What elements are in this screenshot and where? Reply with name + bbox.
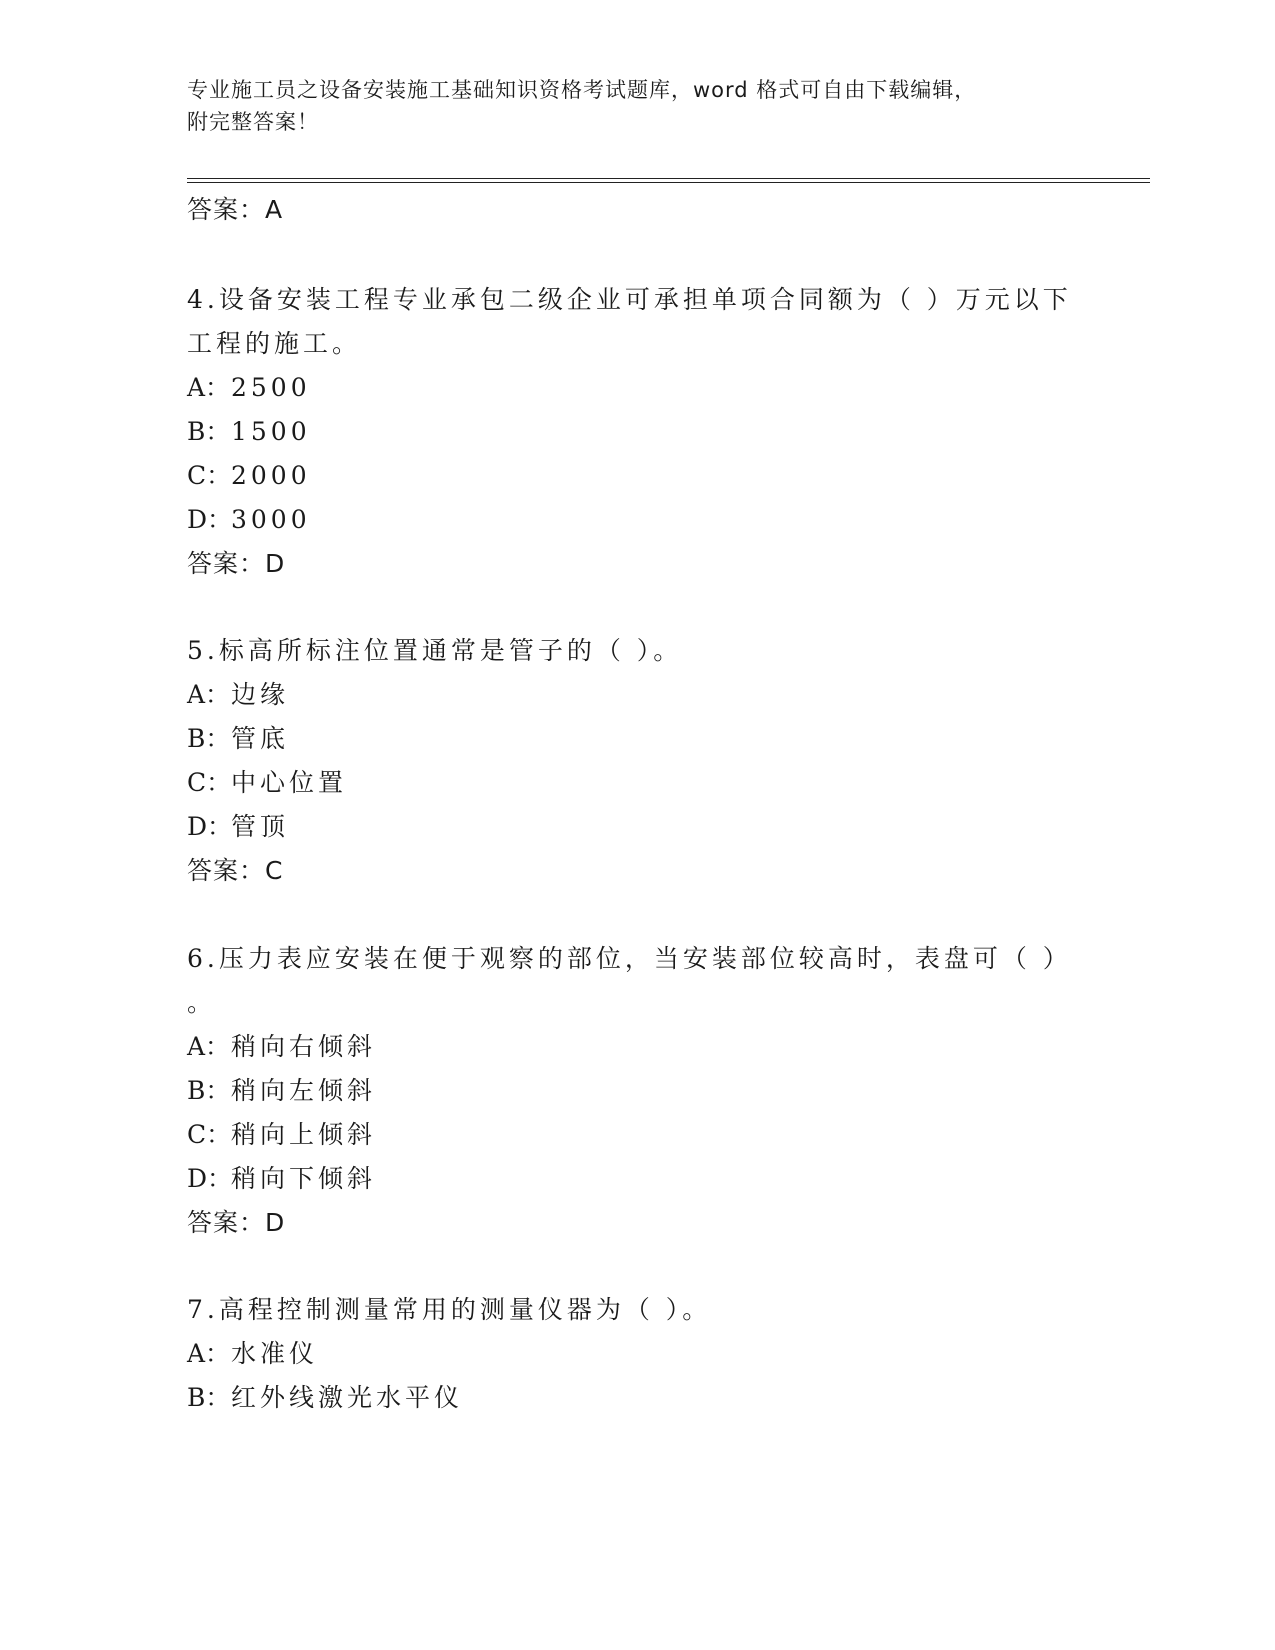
option-text: 中心位置: [231, 768, 348, 797]
option-text: 稍向右倾斜: [231, 1032, 377, 1061]
question-6-stem: 6.压力表应安装在便于观察的部位，当安装部位较高时，表盘可（ ）: [187, 944, 1072, 973]
option-text: 水准仪: [231, 1339, 319, 1368]
option-letter: D：: [187, 505, 233, 534]
question-4-option-b: [187, 414, 311, 450]
option-text: 管底: [231, 724, 290, 753]
page-header: [187, 74, 1067, 138]
header-line-2: 附完整答案！: [187, 110, 319, 134]
option-text: 管顶: [231, 812, 290, 841]
option-letter: B：: [187, 417, 231, 446]
option-letter: C：: [187, 768, 232, 797]
option-letter: B：: [187, 724, 231, 753]
option-letter: B：: [187, 1076, 231, 1105]
question-5-answer: 答案：C: [187, 856, 284, 885]
option-text: 稍向上倾斜: [231, 1120, 377, 1149]
option-letter: D：: [187, 812, 233, 841]
option-letter: A：: [187, 1339, 231, 1368]
option-letter: D：: [187, 1164, 233, 1193]
question-4-answer: 答案：D: [187, 549, 286, 578]
question-6-option-b: [187, 1073, 376, 1109]
answer-previous: 答案：A: [187, 195, 284, 224]
option-text: 边缘: [231, 680, 290, 709]
question-7-stem: 7.高程控制测量常用的测量仪器为（ ）。: [187, 1295, 712, 1324]
option-letter: A：: [187, 1032, 231, 1061]
option-text: 稍向下倾斜: [231, 1164, 377, 1193]
question-6-stem-cont: 。: [187, 988, 217, 1017]
header-line-1: 专业施工员之设备安装施工基础知识资格考试题库，word 格式可自由下载编辑，: [187, 78, 977, 102]
option-letter: C：: [187, 461, 232, 490]
question-5-option-c: [187, 765, 347, 801]
option-text: 红外线激光水平仪: [231, 1383, 464, 1412]
option-text: 2000: [231, 461, 311, 490]
question-6-option-a: [187, 1029, 376, 1065]
question-4-option-a: [187, 370, 311, 406]
question-5-option-d: [187, 809, 289, 845]
question-5-stem: 5.标高所标注位置通常是管子的（ ）。: [187, 636, 683, 665]
question-6-option-d: [187, 1161, 376, 1197]
question-4-stem-cont: 工程的施工。: [187, 329, 362, 358]
question-4-option-d: [187, 502, 311, 538]
option-text: 3000: [231, 505, 311, 534]
option-text: 1500: [231, 417, 311, 446]
question-4-option-c: [187, 458, 311, 494]
option-letter: A：: [187, 680, 231, 709]
question-6-option-c: [187, 1117, 376, 1153]
question-5-option-b: [187, 721, 289, 757]
option-text: 稍向左倾斜: [231, 1076, 377, 1105]
option-letter: A：: [187, 373, 231, 402]
option-text: 2500: [231, 373, 311, 402]
question-7-option-a: [187, 1336, 318, 1372]
header-divider-top: [187, 178, 1150, 179]
question-7-option-b: [187, 1380, 463, 1416]
option-letter: C：: [187, 1120, 232, 1149]
question-5-option-a: [187, 677, 289, 713]
question-4-stem: 4.设备安装工程专业承包二级企业可承担单项合同额为（ ）万元以下: [187, 285, 1072, 314]
question-6-answer: 答案：D: [187, 1208, 286, 1237]
option-letter: B：: [187, 1383, 231, 1412]
header-divider-bottom: [187, 182, 1150, 183]
